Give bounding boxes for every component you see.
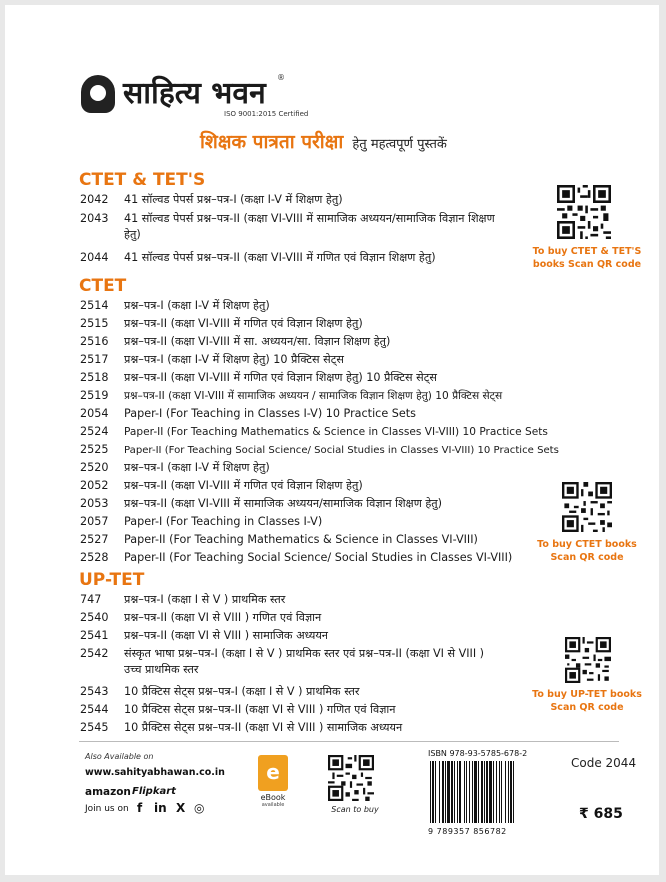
- qr-code-uptet[interactable]: [565, 637, 611, 683]
- list-item: [80, 424, 620, 440]
- facebook-icon[interactable]: f: [137, 801, 143, 815]
- book-title: 10 प्रैक्टिस सेट्स प्रश्न–पत्र-II (कक्षा VI से VIII ) गणित एवं विज्ञान: [124, 703, 396, 716]
- book-code: 2518: [80, 371, 109, 384]
- footer-divider: [79, 741, 619, 742]
- brand-name: साहित्य भवन: [123, 76, 266, 111]
- book-title: 41 सॉल्वड पेपर्स प्रश्न–पत्र-II (कक्षा VI-VIII में सामाजिक अध्ययन/सामाजिक विज्ञान शिक्षण हेतु): [124, 212, 495, 241]
- book-title: 41 सॉल्वड पेपर्स प्रश्न–पत्र-II (कक्षा VI-VIII में गणित एवं विज्ञान शिक्षण हेतु): [124, 251, 436, 264]
- book-title: प्रश्न–पत्र-II (कक्षा VI-VIII में सामाजिक अध्ययन/सामाजिक विज्ञान शिक्षण हेतु): [124, 497, 443, 510]
- ebook-icon[interactable]: e: [258, 755, 288, 791]
- heading-main: शिक्षक पात्रता परीक्षा: [200, 131, 344, 153]
- book-code: 2519: [80, 389, 109, 402]
- book-title: प्रश्न–पत्र-I (कक्षा I-V में शिक्षण हेतु) 10 प्रैक्टिस सेट्स: [124, 353, 344, 366]
- book-code: 2520: [80, 461, 109, 474]
- qr-code-icon: [565, 637, 611, 683]
- book-code: 2525: [80, 443, 109, 456]
- list-item: [80, 388, 620, 404]
- qr-code-ctet-tets[interactable]: [557, 185, 611, 239]
- book-title: प्रश्न–पत्र-I (कक्षा I से V ) प्राथमिक स्तर: [124, 593, 286, 606]
- book-code: 2042: [80, 193, 109, 206]
- registered-mark: ®: [277, 73, 285, 82]
- book-code: 2517: [80, 353, 109, 366]
- book-code: 2540: [80, 611, 109, 624]
- book-code: 2054: [80, 407, 109, 420]
- section-title-ctet: CTET: [79, 276, 127, 296]
- list-item: [80, 316, 620, 332]
- book-title: प्रश्न–पत्र-II (कक्षा VI-VIII में सामाजिक अध्ययन / सामाजिक विज्ञान शिक्षण हेतु) 10 प्रैक्टिस सेट्स: [124, 390, 503, 402]
- book-title: प्रश्न–पत्र-I (कक्षा I-V में शिक्षण हेतु): [124, 461, 270, 474]
- page-heading: [200, 128, 447, 154]
- also-available-label: Also Available on: [85, 752, 154, 761]
- qr-caption-uptet: To buy UP-TET books Scan QR code: [532, 689, 642, 713]
- book-title: प्रश्न–पत्र-II (कक्षा VI से VIII ) सामाजिक अध्ययन: [124, 629, 329, 642]
- isbn-text: ISBN 978-93-5785-678-2: [428, 749, 528, 758]
- book-title: Paper-II (For Teaching Mathematics & Science in Classes VI-VIII): [124, 533, 478, 546]
- book-code: 2052: [80, 479, 109, 492]
- x-twitter-icon[interactable]: X: [176, 801, 186, 815]
- ebook-label: eBook: [260, 793, 286, 802]
- book-code: 2527: [80, 533, 109, 546]
- book-title: प्रश्न–पत्र-II (कक्षा VI-VIII में सा. अध्ययन/सा. विज्ञान शिक्षण हेतु): [124, 335, 391, 348]
- list-item: [80, 370, 620, 386]
- book-code: 2544: [80, 703, 109, 716]
- join-us-label: Join us on: [85, 804, 129, 814]
- book-code: 2528: [80, 551, 109, 564]
- book-title: Paper-II (For Teaching Social Science/ Social Studies in Classes VI-VIII) 10 Practice Sets: [124, 445, 559, 456]
- book-code: 2542: [80, 647, 109, 660]
- book-code: 2053: [80, 497, 109, 510]
- qr-code-icon: [562, 482, 612, 532]
- isbn-number: 9 789357 856782: [428, 827, 507, 836]
- section-title-ctet-tets: CTET & TET'S: [79, 170, 206, 190]
- book-title: 10 प्रैक्टिस सेट्स प्रश्न–पत्र-II (कक्षा VI से VIII ) सामाजिक अध्ययन: [124, 721, 403, 734]
- qr-code-icon: [328, 755, 374, 801]
- book-code: 2524: [80, 425, 109, 438]
- flipkart-logo[interactable]: Flipkart: [132, 786, 176, 797]
- list-item: [80, 720, 620, 736]
- book-title: Paper-I (For Teaching in Classes I-V) 10 Practice Sets: [124, 407, 416, 420]
- list-item: [80, 460, 620, 476]
- qr-code-ctet[interactable]: [562, 482, 612, 532]
- list-item: [80, 298, 620, 314]
- book-code: 2043: [80, 212, 109, 225]
- section-title-uptet: UP-TET: [79, 570, 145, 590]
- list-item: [80, 406, 620, 422]
- book-title: 10 प्रैक्टिस सेट्स प्रश्न–पत्र-I (कक्षा I से V ) प्राथमिक स्तर: [124, 685, 360, 698]
- amazon-logo[interactable]: amazon: [85, 786, 131, 798]
- book-code: 2514: [80, 299, 109, 312]
- qr-code-icon: [557, 185, 611, 239]
- qr-code-scan-to-buy[interactable]: [328, 755, 374, 801]
- website-link[interactable]: www.sahityabhawan.co.in: [85, 767, 225, 778]
- list-item: [80, 610, 620, 626]
- scan-to-buy-label: Scan to buy: [331, 805, 379, 814]
- qr-caption-ctet: To buy CTET books Scan QR code: [537, 539, 637, 563]
- ebook-available-label: available: [261, 802, 285, 808]
- book-code: 2044: [80, 251, 109, 264]
- list-item: [80, 211, 510, 243]
- linkedin-icon[interactable]: in: [154, 801, 167, 815]
- book-title: Paper-I (For Teaching in Classes I-V): [124, 515, 323, 528]
- list-item: [80, 352, 620, 368]
- list-item: [80, 442, 620, 459]
- book-code: 2541: [80, 629, 109, 642]
- price-label: ₹ 685: [579, 806, 623, 822]
- book-title: प्रश्न–पत्र-I (कक्षा I-V में शिक्षण हेतु): [124, 299, 270, 312]
- book-title: प्रश्न–पत्र-II (कक्षा VI-VIII में गणित एवं विज्ञान शिक्षण हेतु) 10 प्रैक्टिस सेट्स: [124, 371, 437, 384]
- brand-logo: [81, 71, 309, 127]
- book-code: 2545: [80, 721, 109, 734]
- book-title: Paper-II (For Teaching Mathematics & Science in Classes VI-VIII) 10 Practice Sets: [124, 426, 548, 438]
- list-item: [80, 496, 620, 512]
- list-item: [80, 646, 510, 678]
- book-code-label: Code 2044: [571, 756, 637, 770]
- book-code: 2515: [80, 317, 109, 330]
- heading-sub: हेतु महत्वपूर्ण पुस्तकें: [352, 137, 447, 152]
- list-item: [80, 592, 620, 608]
- book-title: संस्कृत भाषा प्रश्न–पत्र-I (कक्षा I से V ) प्राथमिक स्तर एवं प्रश्न–पत्र-II (कक्षा VI से VIII ) उच्च प्राथमिक स्तर: [124, 647, 485, 676]
- list-item: [80, 628, 620, 644]
- qr-caption-ctet-tets: To buy CTET & TET'S books Scan QR code: [532, 246, 642, 270]
- book-title: प्रश्न–पत्र-II (कक्षा VI से VIII ) गणित एवं विज्ञान: [124, 611, 322, 624]
- list-item: [80, 478, 620, 494]
- book-title: प्रश्न–पत्र-II (कक्षा VI-VIII में गणित एवं विज्ञान शिक्षण हेतु): [124, 317, 363, 330]
- book-title: Paper-II (For Teaching Social Science/ Social Studies in Classes VI-VIII): [124, 551, 513, 564]
- book-title: प्रश्न–पत्र-II (कक्षा VI-VIII में गणित एवं विज्ञान शिक्षण हेतु): [124, 479, 363, 492]
- book-code: 2516: [80, 335, 109, 348]
- iso-certification: ISO 9001:2015 Certified: [224, 110, 309, 118]
- list-item: [80, 192, 620, 208]
- list-item: [80, 514, 620, 530]
- book-back-cover: [5, 5, 659, 875]
- list-item: [80, 334, 620, 350]
- book-code: 747: [80, 593, 102, 606]
- barcode: [428, 761, 546, 829]
- instagram-icon[interactable]: ◎: [194, 801, 205, 815]
- book-code: 2057: [80, 515, 109, 528]
- book-title: 41 सॉल्वड पेपर्स प्रश्न–पत्र-I (कक्षा I-V में शिक्षण हेतु): [124, 193, 343, 206]
- book-code: 2543: [80, 685, 109, 698]
- logo-emblem-icon: [81, 75, 115, 113]
